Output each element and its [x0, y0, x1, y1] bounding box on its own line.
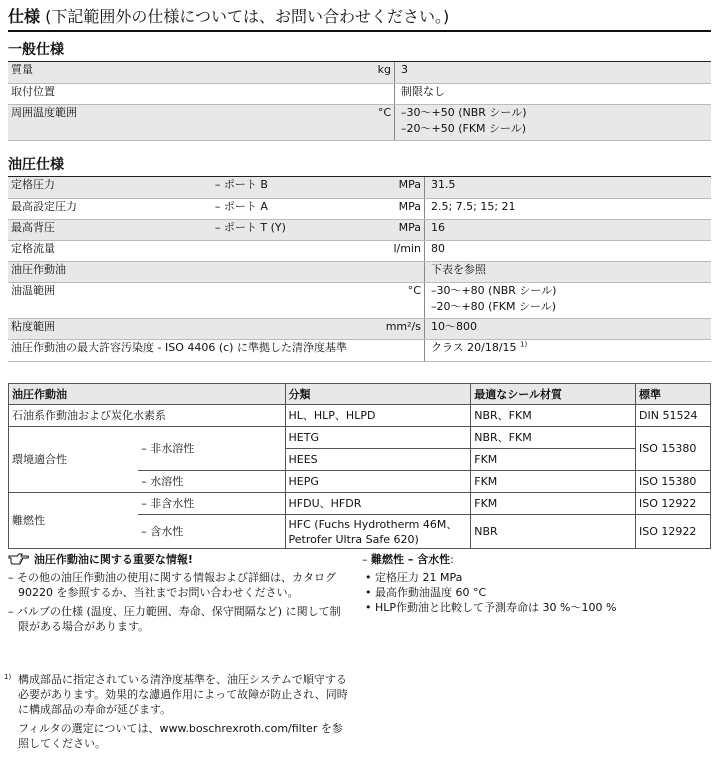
fluid-table: [8, 383, 711, 549]
important-item-catalog: – その他の油圧作動油の使用に関する情報および詳細は、カタログ 90220 を参照するか、当社までお問い合わせください。: [8, 571, 336, 599]
fire-water-label: – 含水性: [138, 515, 285, 549]
footnote-cleanliness: 構成部品に指定されている清浄度基準を、油圧システムで順守する必要があります。効果的な濾過作用によって故障が防止され、同時に構成部品の寿命が延びます。: [18, 673, 348, 716]
hydraulic-row-value-line: 31.5: [430, 178, 456, 191]
hydraulic-row-unit: °C: [350, 282, 425, 318]
hydraulic-row: [8, 318, 711, 339]
hydraulic-row-label: 油圧作動油の最大許容汚染度 - ISO 4406 (c) に準拠した清浄度基準: [8, 339, 350, 361]
hydraulic-row: [8, 240, 711, 261]
hfdu-standard: ISO 12922: [636, 493, 711, 515]
hydraulic-row-label: 最高設定圧力: [8, 198, 212, 219]
hfdu-seal: FKM: [471, 493, 636, 515]
hfc-standard: ISO 12922: [636, 515, 711, 549]
hydraulic-row-value: [424, 177, 711, 198]
fire-label: 難燃性: [9, 493, 139, 549]
hydraulic-row-label: 粘度範囲: [8, 318, 212, 339]
hydraulic-row-value-line: 80: [430, 241, 445, 255]
general-row-port: [194, 62, 320, 83]
hepg-seal: FKM: [471, 471, 636, 493]
fire-note-pressure: • 定格圧力 21 MPa: [365, 571, 463, 584]
hydraulic-row-port: [212, 318, 350, 339]
env-insoluble-standard: ISO 15380: [636, 427, 711, 471]
hydraulic-row-value-line: 下表を参照: [430, 262, 486, 276]
fire-water-free-label: – 非含水性: [138, 493, 285, 515]
fire-note-lifetime: • HLP作動油と比較して予測寿命は 30 %〜100 %: [365, 601, 617, 614]
title-divider: [8, 30, 711, 32]
fire-note-heading: 難燃性 – 含水性: [371, 553, 451, 566]
mineral-class: HL、HLP、HLPD: [285, 405, 471, 427]
hydraulic-row-label: 最高背圧: [8, 219, 212, 240]
hydraulic-row-value-line: [431, 340, 708, 356]
hfc-class: [285, 515, 471, 549]
title-main: 仕様: [8, 7, 41, 26]
hydraulic-row-value: [424, 318, 711, 339]
hydraulic-row: [8, 261, 711, 282]
fluid-header-standard: 標準: [636, 384, 711, 405]
hydraulic-row-label: 定格流量: [8, 240, 212, 261]
hydraulic-row-label: 油温範囲: [8, 282, 212, 318]
hydraulic-row-label: 定格圧力: [8, 177, 212, 198]
general-row: [8, 62, 711, 83]
mineral-seal: NBR、FKM: [471, 405, 636, 427]
general-row-value: [395, 83, 712, 104]
general-row-port: [194, 83, 320, 104]
general-row-value-line: –20〜+50 (FKM シール): [401, 121, 527, 135]
hees-seal: FKM: [471, 449, 636, 471]
hydraulic-row-value: [424, 282, 711, 318]
general-row-value-line: 制限なし: [401, 84, 445, 98]
important-note: [8, 552, 348, 634]
fluid-header-seal: 最適なシール材質: [471, 384, 636, 405]
hydraulic-row-port: [212, 240, 350, 261]
fluid-header-fluid: 油圧作動油: [9, 384, 286, 405]
general-spec-table: [8, 62, 711, 141]
hepg-class: HEPG: [285, 471, 471, 493]
hydraulic-row-value-line: –30〜+80 (NBR シール): [430, 283, 557, 297]
general-row-label: 周囲温度範囲: [8, 104, 194, 140]
fire-note-heading-row: – 難燃性 – 含水性:: [362, 553, 454, 566]
footnote-filter: フィルタの選定については、www.boschrexroth.com/filter を参照してください。: [18, 722, 343, 750]
general-row-port: [194, 104, 320, 140]
hydraulic-row-value: [424, 198, 711, 219]
hydraulic-row-unit: MPa: [350, 198, 425, 219]
hydraulic-row: [8, 177, 711, 198]
fluid-row-hfdu: [9, 493, 711, 515]
general-row-unit: °C: [320, 104, 395, 140]
env-soluble-label: – 水溶性: [138, 471, 285, 493]
general-row-value-line: 3: [401, 63, 408, 76]
env-label: 環境適合性: [9, 427, 139, 493]
general-row-label: 質量: [8, 62, 194, 83]
hydraulic-row-port: [212, 261, 350, 282]
hydraulic-row-value: [424, 240, 711, 261]
mineral-label: 石油系作動油および炭化水素系: [9, 405, 286, 427]
hydraulic-row-unit: l/min: [350, 240, 425, 261]
hydraulic-row-unit: [350, 261, 425, 282]
general-row-label: 取付位置: [8, 83, 194, 104]
general-row-unit: kg: [320, 62, 395, 83]
env-insoluble-label: – 非水溶性: [138, 427, 285, 471]
hydraulic-row-value-line: 10〜800: [430, 319, 477, 333]
hydraulic-row-port: [212, 282, 350, 318]
hydraulic-row: [8, 282, 711, 318]
general-row-value-line: –30〜+50 (NBR シール): [401, 105, 527, 119]
footnote-mark: 1): [4, 673, 12, 681]
footnote: [4, 672, 348, 755]
hydraulic-spec-table: [8, 177, 711, 362]
hfc-class-line1: HFC (Fuchs Hydrotherm 46M、: [288, 517, 458, 531]
fluid-header-class: 分類: [285, 384, 471, 405]
important-item-limits: – バルブの仕様 (温度、圧力範囲、寿命、保守間隔など) に関して制限がある場合があります。: [8, 605, 341, 633]
fire-note-colon: :: [450, 553, 454, 566]
hydraulic-row-value: [424, 261, 711, 282]
hydraulic-row-port: – ポート T (Y): [212, 219, 350, 240]
hydraulic-row-label: 油圧作動油: [8, 261, 212, 282]
hydraulic-row-value: [424, 219, 711, 240]
hydraulic-row: [8, 219, 711, 240]
fluid-row-hetg: [9, 427, 711, 449]
hydraulic-row-unit: [350, 339, 425, 361]
hydraulic-heading: 油圧仕様: [8, 157, 64, 173]
hydraulic-row-port: – ポート B: [212, 177, 350, 198]
general-row-value: [395, 104, 712, 140]
general-row: [8, 83, 711, 104]
general-row: [8, 104, 711, 140]
hydraulic-row-unit: mm²/s: [350, 318, 425, 339]
hetg-seal: NBR、FKM: [471, 427, 636, 449]
fluid-row-mineral: [9, 405, 711, 427]
hfdu-class: HFDU、HFDR: [285, 493, 471, 515]
general-heading: 一般仕様: [8, 42, 64, 58]
title-note: (下記範囲外の仕様については、お問い合わせください。): [40, 7, 450, 26]
hydraulic-row: [8, 198, 711, 219]
fire-water-note: [362, 552, 702, 615]
hydraulic-row-value-text: クラス 20/18/15: [430, 340, 517, 354]
hydraulic-row-unit: MPa: [350, 177, 425, 198]
hydraulic-row-value-line: 2.5; 7.5; 15; 21: [430, 199, 516, 213]
fire-note-temperature: • 最高作動油温度 60 °C: [365, 586, 487, 599]
hydraulic-row: [8, 339, 711, 361]
general-row-unit: [320, 83, 395, 104]
general-row-value: [395, 62, 712, 83]
footnote-ref: 1): [520, 339, 528, 348]
hydraulic-row-value-line: 16: [430, 220, 445, 234]
hydraulic-row-value-line: –20〜+80 (FKM シール): [430, 299, 557, 313]
page-title: [8, 6, 449, 28]
hydraulic-row-port: – ポート A: [212, 198, 350, 219]
hetg-class: HETG: [285, 427, 471, 449]
hydraulic-row-value: [424, 339, 711, 361]
hfc-class-line2: Petrofer Ultra Safe 620): [288, 532, 419, 546]
important-heading-row: [8, 552, 348, 567]
pointing-hand-icon: [8, 553, 30, 565]
important-heading: 油圧作動油に関する重要な情報!: [33, 553, 193, 566]
fluid-header-row: [9, 384, 711, 405]
mineral-standard: DIN 51524: [636, 405, 711, 427]
hepg-standard: ISO 15380: [636, 471, 711, 493]
hfc-seal: NBR: [471, 515, 636, 549]
hydraulic-row-unit: MPa: [350, 219, 425, 240]
hees-class: HEES: [285, 449, 471, 471]
